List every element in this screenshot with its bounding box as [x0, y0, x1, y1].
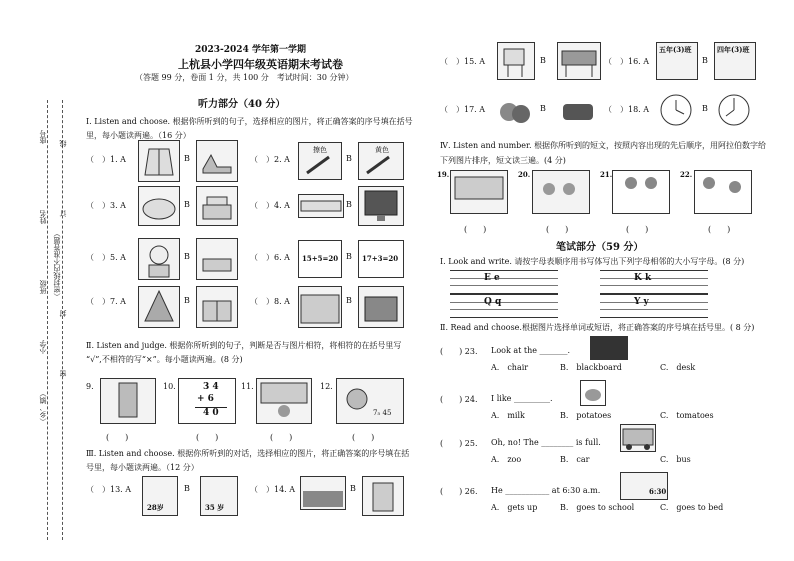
q25-option-b[interactable]: B. car: [560, 455, 590, 464]
q12-text: 7₅ 45: [373, 409, 392, 417]
q18-picture-a: [658, 92, 694, 128]
q15-b-label: B: [540, 56, 546, 65]
q24-option-a[interactable]: A. milk: [491, 411, 525, 420]
q14-picture-a: [300, 476, 346, 510]
s2-instruction: Ⅱ. Listen and judge. 根据你所听到的句子，判断是否与图片相符，将相符的在括号里写: [86, 341, 402, 350]
letter-lines-4[interactable]: [600, 294, 708, 318]
q22-picture: [694, 170, 752, 214]
q16-picture-a: [656, 42, 698, 80]
q25-option-c[interactable]: C. bus: [660, 455, 691, 464]
q16-b-text: 四年(3)班: [717, 45, 750, 54]
q6-b-text: 17+3=20: [362, 254, 399, 263]
q24-label: ( ) 24.: [440, 395, 478, 404]
q19-picture: [450, 170, 508, 214]
q15-label: （ ）15. A: [440, 57, 486, 66]
q24-option-b[interactable]: B. potatoes: [560, 411, 612, 420]
q5-picture-b: [196, 238, 238, 280]
q25-stem: Oh, no! The ________ is full.: [491, 438, 601, 447]
q18-label: （ ）18. A: [604, 105, 650, 114]
q7-picture-b: [196, 286, 238, 328]
grade-label: 班级: [39, 280, 47, 294]
q21-paren[interactable]: ( ): [626, 225, 649, 234]
q8-picture-a: [298, 286, 342, 328]
q10-num: 10.: [163, 382, 176, 391]
s2-instruction-2: “√”,不相符的写“×”。每小题读两遍。(8 分): [86, 355, 243, 364]
q6-a-text: 15+5=20: [302, 254, 339, 263]
q7-b-label: B: [184, 296, 190, 305]
q17-picture-b: [557, 92, 599, 128]
seal-line: [47, 100, 48, 540]
q15-picture-a: [497, 42, 535, 80]
q2-picture-a: [298, 142, 342, 180]
q17-label: （ ）17. A: [440, 105, 486, 114]
q10-line1: 3 4: [203, 382, 219, 392]
q20-num: 20.: [518, 170, 531, 179]
letter-1: E e: [484, 273, 500, 283]
letter-4: Y y: [634, 297, 649, 307]
q9-num: 9.: [86, 382, 94, 391]
q23-stem: Look at the _______.: [491, 346, 571, 355]
q1-label: （ ）1. A: [86, 155, 126, 164]
s1-instruction: Ⅰ. Listen and choose. 根据你所听到的句子，选择相应的图片，将正确答案的序号填在括号: [86, 117, 413, 126]
s3-instruction: Ⅲ. Listen and choose. 根据你所听到的对话，选择相应的图片，将正确答案的序号填在括: [86, 449, 410, 458]
w2-instruction: Ⅱ. Read and choose.根据图片选择单词或短语，将正确答案的序号填在括号里。( 8 分): [440, 323, 755, 332]
q11-num: 11.: [241, 382, 254, 391]
seal-warning: （密封线内不准答题）: [53, 230, 61, 300]
letter-2: K k: [634, 273, 652, 283]
q2-b-label: B: [346, 154, 352, 163]
seat-number-label: 座号: [39, 130, 47, 144]
q26-stem: He ___________ at 6:30 a.m.: [491, 486, 601, 495]
q1-b-label: B: [184, 154, 190, 163]
q7-picture-a: [138, 286, 180, 328]
q2-a-text: 擦色: [313, 146, 327, 154]
q16-picture-b: [714, 42, 756, 80]
q8-label: （ ）8. A: [250, 297, 290, 306]
listening-title: 听力部分（40 分）: [198, 99, 286, 110]
q8-picture-b: [358, 286, 404, 328]
s1-instruction-2: 里，每小题读两遍。（16 分）: [86, 131, 191, 140]
q14-label: （ ）14. A: [250, 485, 296, 494]
q12-num: 12.: [320, 382, 333, 391]
q13-picture-a: [142, 476, 178, 516]
seal-char-bind: 订: [59, 210, 67, 217]
q10-line3: 4 0: [203, 408, 219, 418]
q18-picture-b: [716, 92, 752, 128]
q13-b-label: B: [184, 484, 190, 493]
q2-label: （ ）2. A: [250, 155, 290, 164]
s4-instruction-2: 下列图片排序，短文读三遍。(4 分): [440, 156, 566, 165]
q3-b-label: B: [184, 200, 190, 209]
letter-lines-3[interactable]: [450, 294, 558, 318]
q9-paren[interactable]: ( ): [106, 433, 129, 442]
q6-picture-a: [298, 240, 342, 278]
q21-num: 21.: [600, 170, 613, 179]
q7-label: （ ）7. A: [86, 297, 126, 306]
letter-3: Q q: [484, 297, 502, 307]
letter-lines-2[interactable]: [600, 270, 708, 294]
q26-option-a[interactable]: A. gets up: [491, 503, 538, 512]
seal-char-secret: 密: [59, 370, 67, 377]
q21-picture: [612, 170, 670, 214]
q12-paren[interactable]: ( ): [352, 433, 375, 442]
q3-picture-b: [196, 186, 238, 226]
q10-line2: + 6: [197, 394, 214, 404]
q9-picture: [100, 378, 156, 424]
school-label: 小学: [39, 340, 47, 354]
q23-label: ( ) 23.: [440, 347, 478, 356]
q6-b-label: B: [346, 252, 352, 261]
q6-label: （ ）6. A: [250, 253, 290, 262]
q23-option-c[interactable]: C. desk: [660, 363, 696, 372]
q13-label: （ ）13. A: [86, 485, 132, 494]
q4-picture-a: [298, 194, 344, 218]
q16-a-text: 五年(3)班: [659, 45, 692, 54]
q20-paren[interactable]: ( ): [546, 225, 569, 234]
q4-picture-b: [358, 186, 404, 226]
q16-label: （ ）16. A: [604, 57, 650, 66]
s4-instruction: Ⅳ. Listen and number. 根据你所听到的短文，按照内容出现的先后顺序，用阿拉伯数字给: [440, 141, 767, 150]
q25-picture: [620, 424, 656, 452]
q10-paren[interactable]: ( ): [196, 433, 219, 442]
q2-b-text: 黄色: [375, 146, 389, 154]
q18-b-label: B: [702, 104, 708, 113]
q13-picture-b: [200, 476, 238, 516]
q15-picture-b: [557, 42, 601, 80]
q13-b-text: 35 岁: [205, 503, 225, 512]
q14-picture-b: [362, 476, 404, 516]
q8-b-label: B: [346, 296, 352, 305]
q3-picture-a: [138, 186, 180, 226]
q17-b-label: B: [540, 104, 546, 113]
q6-picture-b: [358, 240, 404, 278]
q24-option-c[interactable]: C. tomatoes: [660, 411, 714, 420]
q25-option-a[interactable]: A. zoo: [491, 455, 522, 464]
q26-picture: [620, 472, 668, 500]
exam-title: 上杭县小学四年级英语期末考试卷: [178, 58, 343, 71]
q12-picture: [336, 378, 404, 424]
s3-instruction-2: 号里，每小题读两遍。（12 分）: [86, 463, 199, 472]
q26-img-text: 6:30: [649, 487, 667, 496]
q22-paren[interactable]: ( ): [708, 225, 731, 234]
q10-picture: [178, 378, 236, 424]
q5-picture-a: [138, 238, 180, 280]
q17-picture-a: [497, 92, 533, 128]
q4-b-label: B: [346, 200, 352, 209]
writing-title: 笔试部分（59 分）: [556, 242, 644, 253]
q19-num: 19.: [437, 170, 450, 179]
q5-label: （ ）5. A: [86, 253, 126, 262]
q16-b-label: B: [702, 56, 708, 65]
q1-picture-b: [196, 140, 238, 182]
q24-picture: [580, 380, 606, 406]
q2-picture-b: [358, 142, 404, 180]
q13-a-text: 28岁: [147, 503, 164, 512]
seal-char-seal: 封: [59, 310, 67, 317]
exam-note: （答题 99 分，卷面 1 分，共 100 分 考试时间：30 分钟）: [135, 73, 354, 82]
q26-option-c[interactable]: C. goes to bed: [660, 503, 724, 512]
q22-num: 22.: [680, 170, 693, 179]
q23-option-b[interactable]: B. blackboard: [560, 363, 622, 372]
q20-picture: [532, 170, 590, 214]
seal-line-inner: [62, 100, 63, 540]
w1-instruction: Ⅰ. Look and write. 请按字母表顺序用书写体写出下列字母相邻的大小写字母。(8 分): [440, 257, 745, 266]
q5-b-label: B: [184, 252, 190, 261]
q1-picture-a: [138, 140, 180, 182]
q3-label: （ ）3. A: [86, 201, 126, 210]
town-label: （乡、镇）: [39, 390, 47, 425]
q23-option-a[interactable]: A. chair: [491, 363, 529, 372]
q11-picture: [256, 378, 312, 424]
letter-lines-1[interactable]: [450, 270, 558, 294]
q14-b-label: B: [350, 484, 356, 493]
seal-char-line: 线: [59, 140, 67, 147]
q26-label: ( ) 26.: [440, 487, 478, 496]
q25-label: ( ) 25.: [440, 439, 478, 448]
q11-paren[interactable]: ( ): [270, 433, 293, 442]
q23-picture: [590, 336, 628, 360]
term-title: 2023-2024 学年第一学期: [195, 45, 306, 55]
q24-stem: I like _________.: [491, 394, 553, 403]
q4-label: （ ）4. A: [250, 201, 290, 210]
q26-option-b[interactable]: B. goes to school: [560, 503, 635, 512]
q19-paren[interactable]: ( ): [464, 225, 487, 234]
name-label: 姓名: [39, 210, 47, 224]
